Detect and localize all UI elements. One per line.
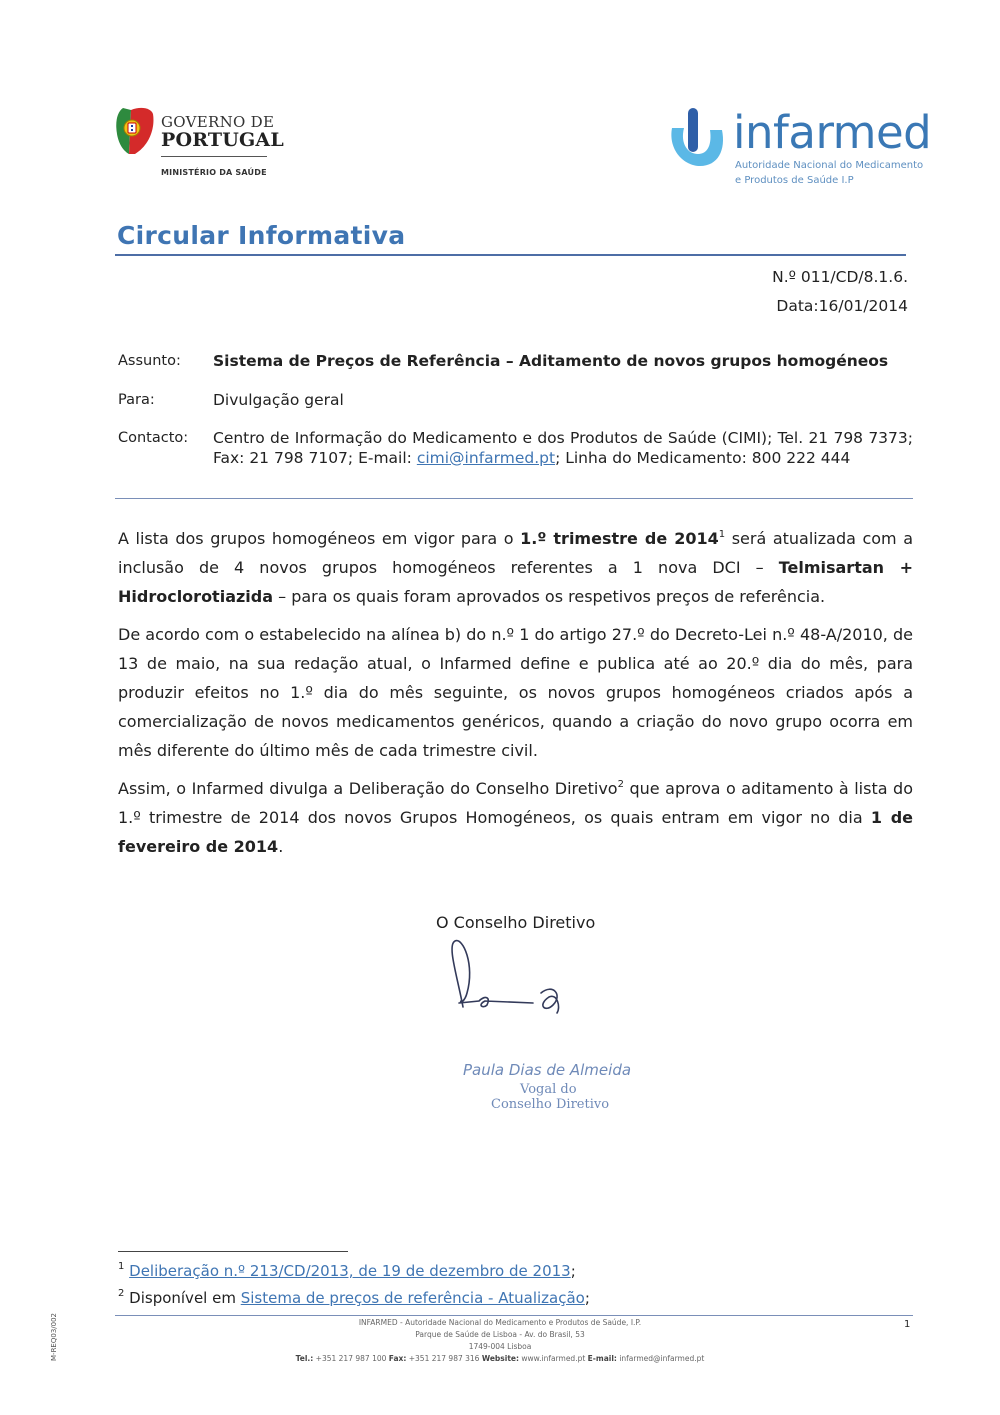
footnote-2: $^2$ Disponível em Sistema de preços de referência - Atualização; bbox=[118, 1288, 590, 1307]
recipient-value: Divulgação geral bbox=[213, 391, 344, 409]
contact-email-link[interactable]: cimi@infarmed.pt bbox=[416, 448, 556, 467]
meta-divider bbox=[115, 498, 913, 499]
footnote-ref-1: 1 bbox=[718, 528, 726, 540]
paragraph-3: Assim, o Infarmed divulga a Deliberação do Conselho Diretivo$^2$ que aprova o aditamento à lista do 1.º trimestre de 2014 dos novos Grupos Homogéneos, os quais entram em vigor no dia 1 de fevereiro de 2014. bbox=[118, 778, 914, 856]
footer-organization: INFARMED - Autoridade Nacional do Medicamento e Produtos de Saúde, I.P. bbox=[358, 1318, 642, 1327]
footer-divider bbox=[115, 1315, 913, 1316]
portugal-coat-of-arms-logo bbox=[115, 104, 155, 156]
subject-value: Sistema de Preços de Referência – Aditamento de novos grupos homogéneos bbox=[213, 352, 889, 370]
infarmed-tagline-line1: Autoridade Nacional do Medicamento bbox=[735, 160, 924, 171]
circular-number: N.º 011/CD/8.1.6. bbox=[772, 268, 908, 286]
footnote-1: $^1$ Deliberação n.º 213/CD/2013, de 19 de dezembro de 2013; bbox=[118, 1261, 576, 1280]
signatory-body: O Conselho Diretivo bbox=[436, 913, 596, 932]
signatory-name-stamp: Paula Dias de Almeida bbox=[463, 1061, 632, 1079]
government-name-line1: GOVERNO DE bbox=[161, 113, 275, 131]
contact-value: Centro de Informação do Medicamento e dos Produtos de Saúde (CIMI); Tel. 21 798 7373; Fax: 21 798 7107; E-mail: cimi@infarmed.pt; Linha do Medicamento: 800 222 444 bbox=[213, 429, 913, 467]
subject-label: Assunto: bbox=[118, 353, 181, 369]
footnote-1-link[interactable]: Deliberação n.º 213/CD/2013, de 19 de dezembro de 2013 bbox=[129, 1262, 571, 1280]
footer-address: Parque de Saúde de Lisboa - Av. do Brasil, 53 bbox=[415, 1330, 585, 1339]
government-divider bbox=[161, 156, 267, 157]
paragraph-1: A lista dos grupos homogéneos em vigor para o 1.º trimestre de 2014$^1$ será atualizada com a inclusão de 4 novos grupos homogéneos referentes a 1 nova DCI – Telmisartan + Hidroclorotiazida – para os quais foram aprovados os respetivos preços de referência. bbox=[118, 528, 913, 606]
infarmed-logo-icon bbox=[666, 106, 726, 168]
ministry-name: MINISTÉRIO DA SAÚDE bbox=[161, 168, 267, 177]
title-divider bbox=[115, 254, 906, 256]
contact-label: Contacto: bbox=[118, 430, 189, 446]
infarmed-wordmark: infarmed bbox=[733, 106, 932, 159]
handwritten-signature bbox=[445, 935, 570, 1025]
infarmed-tagline-line2: e Produtos de Saúde I.P bbox=[735, 175, 854, 186]
footnote-2-link[interactable]: Sistema de preços de referência - Atualização bbox=[240, 1289, 585, 1307]
footnote-divider bbox=[118, 1251, 348, 1252]
page-number: 1 bbox=[904, 1319, 911, 1330]
document-form-code: M-REQ03/002 bbox=[50, 1313, 58, 1361]
footer-contacts: Tel.: +351 217 987 100 Fax: +351 217 987 316 Website: www.infarmed.pt E-mail: infarmed@infarmed.pt bbox=[295, 1354, 705, 1363]
signatory-role-line1: Vogal do bbox=[520, 1082, 577, 1097]
footnote-ref-2: 2 bbox=[617, 778, 624, 790]
paragraph-2: De acordo com o estabelecido na alínea b) do n.º 1 do artigo 27.º do Decreto-Lei n.º 48-A/2010, de 13 de maio, na sua redação atual, o Infarmed define e publica até ao 20.º dia do mês, para produzir efeitos no 1.º dia do mês seguinte, os novos grupos homogéneos criados após a comercialização de novos medicamentos genéricos, quando a criação do novo grupo ocorra em mês diferente do último mês de cada trimestre civil. bbox=[118, 625, 913, 760]
circular-date: Data:16/01/2014 bbox=[776, 297, 908, 315]
signatory-role-line2: Conselho Diretivo bbox=[491, 1097, 610, 1112]
government-name-line2: PORTUGAL bbox=[161, 129, 284, 151]
recipient-label: Para: bbox=[118, 392, 155, 408]
footer-postal-code: 1749-004 Lisboa bbox=[468, 1342, 532, 1351]
document-title: Circular Informativa bbox=[117, 221, 406, 250]
